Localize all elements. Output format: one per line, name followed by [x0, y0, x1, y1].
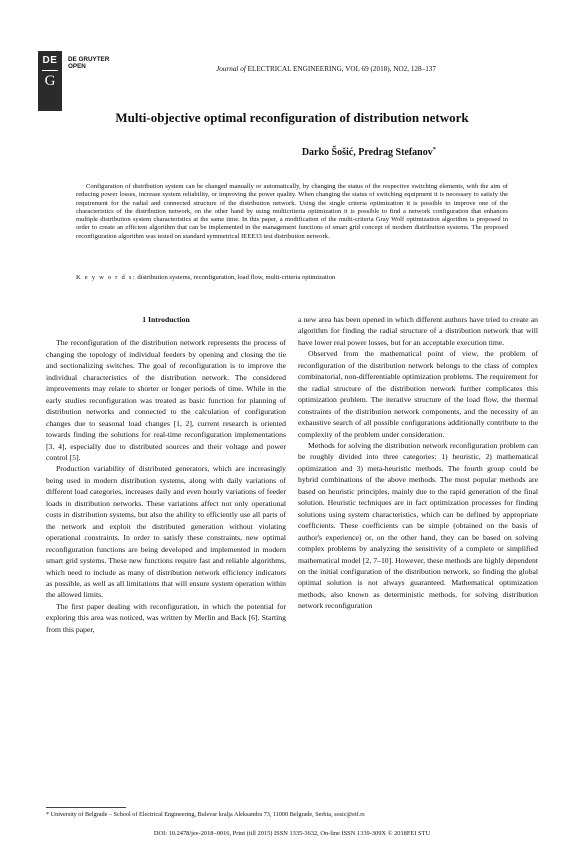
keywords-text: distribution systems, reconfiguration, load flow, multi-criteria optimization [135, 274, 336, 281]
column-right [298, 314, 538, 612]
authors [302, 146, 436, 158]
logo-text-de: DE [42, 55, 58, 66]
de-gruyter-logo [38, 51, 62, 111]
author-names: Darko Šošić, Predrag Stefanov [301, 147, 433, 158]
paragraph: a new area has been opened in which different authors have tried to create an algorithm for finding the radial structure of a distribution network that will have lower real power losses, but for an acceptable execution time. [298, 315, 538, 347]
journal-details: ELECTRICAL ENGINEERING, VOL 69 (2018), NO2, 128–137 [245, 65, 436, 73]
publisher-line-2: OPEN [68, 63, 86, 70]
affiliation-footnote: * University of Belgrade – School of Electrical Engineering, Bulevar kralja Aleksandra 73, 11000 Belgrade, Serbia, sosic@etf.rs [46, 811, 365, 818]
column-left [46, 314, 286, 635]
paragraph: The first paper dealing with reconfiguration, in which the potential for exploring this area was noticed, was written by Merlin and Back [6]. Starting from this paper, [46, 601, 286, 634]
paragraph: Methods for solving the distribution network reconfiguration problem can be roughly divided into three categories: 1) heuristic, 2) mathematical optimization and 3) meta-heuristic methods. The fourth group could be hybrid combinations of the above methods. The most popular methods are based on heuristic principles, mainly due to the rapid generation of the final solution. Heuristic techniques are in fact optimization processes for finding solutions using system characteristics, which can be defined by appropriate coefficients. These coefficients can be simple (obtained on the basis of author's experience) or, on the other hand, they can be based on solving complex problems by analyzing the sensitivity of a complete or simplified mathematical model [2, 7–10]. However, these methods are highly dependent on the initial configuration of the distribution network, so finding the global optimal solution is not always guaranteed. Mathematical optimization methods, also known as deterministic methods, for solving distribution network reconfiguration [298, 440, 538, 611]
logo-divider [42, 70, 58, 71]
footnote-rule [46, 807, 126, 808]
publisher-name [68, 56, 109, 70]
paragraph: The reconfiguration of the distribution network represents the process of changing the topology of individual feeders by opening and closing the tie and sectionalizing switches. The goal of reconfiguration is to improve the individual characteristics of the distribution network. The considered improvements may relate to shorter or longer periods of time. While in the early studies reconfiguration was treated as basic function for planning of distribution networks and connected to the calculation of configuration changes due to seasonal load changes [1, 2], current research is oriented towards finding the solutions for real-time reconfiguration implementations [3, 4], especially due to distributed sources and their voltage and power control [5]. [46, 338, 286, 462]
journal-header [216, 65, 436, 73]
doi-line: DOI: 10.2478/jee-2018–0016, Print (till 2015) ISSN 1335-3632, On-line ISSN 1339-309X © 2018FEI STU [153, 830, 431, 837]
section-heading: 1 Introduction [142, 315, 190, 324]
journal-prefix: Journal of [216, 65, 246, 73]
paper-title: Multi-objective optimal reconfiguration of distribution network [115, 110, 469, 125]
keywords [76, 274, 335, 281]
publisher-line-1: DE GRUYTER [68, 56, 110, 63]
abstract: Configuration of distribution system can be changed manually or automatically, by changing the status of the respective switching elements, with the aim of reducing power losses, increase system reliability, or improving the power quality. When changing the status of switching equipment it is necessary to satisfy the requirement for the radial and connected structure of the distribution network. Using the single criteria optimization it is possible to improve one of the characteristics of the distribution network, on the other hand by using multicriteria optimization it is possible to find a network configuration that enhances multiple distribution system characteristics at the same time. In this paper, a modification of the multi-criteria Gray Wolf optimization algorithm is proposed in order to create an efficient algorithm that can be implemented in the management functions of smart grid concept of modern distribution systems. The proposed reconfiguration algorithm was tested on standard symmetrical IEEE33 test distribution network. [76, 183, 508, 240]
keywords-label: K e y w o r d s: [76, 274, 136, 281]
author-footnote-mark: * [432, 146, 436, 153]
paragraph: Observed from the mathematical point of view, the problem of reconfiguration of the distribution network belongs to the class of complex combinatorial, non-differentiable optimization problems. The requirement for the radial structure of the distribution network further complicates this optimization problem. The iterative structure of the load flow, the thermal constraints of the distribution network components, and the necessity of an exhaustive search of all possible configurations additionally contribute to the complexity of the problem under consideration. [298, 349, 538, 439]
paragraph: Production variability of distributed generators, which are increasingly being used in modern distribution systems, along with daily variations of different load categories, increases daily and even hourly variations of feeder loads in distribution networks. These variations affect not only operational costs in distribution systems, but also the ability to efficiently use all parts of the network and exploit the distributed generation without violating operational constraints. In order to satisfy these constraints, new optimal reconfiguration functions are being developed and implemented in modern smart grid systems. These new functions require fast and reliable algorithms, which need to include as many of distribution network efficiency indicators as possible, as well as all limitations that will ensure system operation within the allowed limits. [46, 464, 286, 600]
logo-text-g: G [44, 73, 56, 89]
